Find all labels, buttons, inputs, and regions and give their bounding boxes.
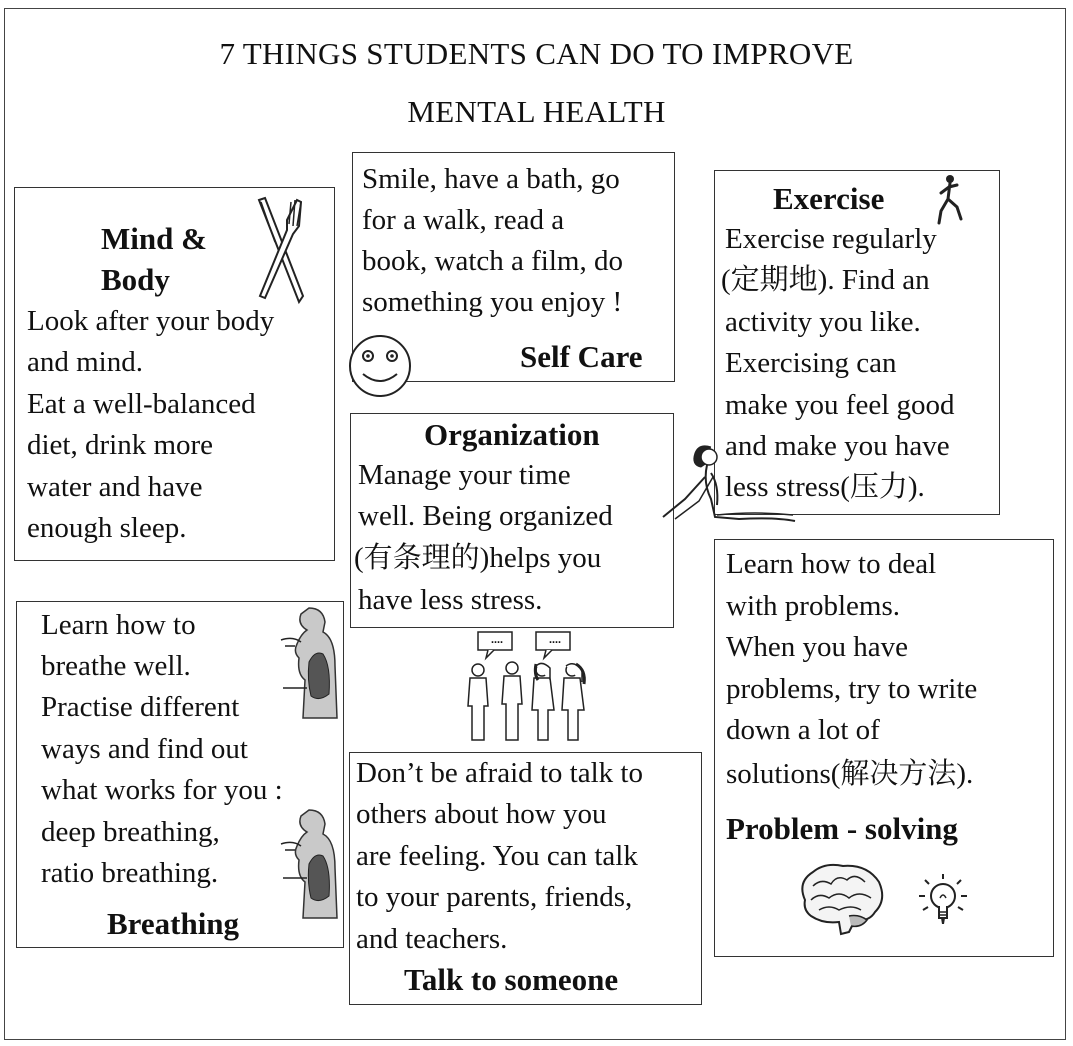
organization-line: (有条理的)helps you (354, 542, 602, 574)
organization-line: well. Being organized (358, 500, 613, 532)
organization-line: Manage your time (358, 459, 571, 491)
breathing-line: what works for you : (41, 774, 283, 806)
talk-line: to your parents, friends, (356, 881, 633, 913)
mind-body-line: enough sleep. (27, 512, 187, 544)
people-talking-icon (458, 630, 598, 746)
brain-icon (795, 860, 885, 938)
mind-body-box (14, 187, 335, 561)
problem-solving-box (714, 539, 1054, 957)
breathing-heading: Breathing (107, 906, 240, 941)
mind-body-line: diet, drink more (27, 429, 214, 461)
problem-line: solutions(解决方法). (726, 758, 974, 790)
exercise-line: (定期地). Find an (721, 264, 930, 296)
mind-body-heading-1: Mind & (101, 221, 207, 256)
breathing-line: Practise different (41, 691, 240, 723)
problem-line: with problems. (726, 590, 900, 622)
stretching-girl-icon (655, 437, 800, 529)
page-title-line-1: 7 THINGS STUDENTS CAN DO TO IMPROVE (219, 36, 854, 71)
exercise-line: less stress(压力). (725, 471, 925, 503)
mind-body-line: Look after your body (27, 305, 275, 337)
problem-heading: Problem - solving (726, 811, 958, 846)
talk-line: others about how you (356, 798, 607, 830)
exercise-line: make you feel good (725, 389, 955, 421)
smiley-face-icon (343, 334, 417, 398)
problem-line: down a lot of (726, 714, 880, 746)
lungs-diagram-icon (279, 808, 341, 920)
self-care-heading: Self Care (520, 339, 643, 374)
fork-knife-icon (251, 196, 313, 306)
organization-heading: Organization (424, 417, 600, 452)
mind-body-heading-2: Body (101, 262, 170, 297)
self-care-line: book, watch a film, do (362, 245, 623, 277)
lungs-diagram-icon (279, 606, 341, 720)
exercise-line: Exercising can (725, 347, 897, 379)
light-bulb-icon (911, 870, 975, 934)
breathing-box (16, 601, 344, 948)
runner-icon (935, 173, 969, 227)
exercise-line: activity you like. (725, 306, 921, 338)
exercise-line: Exercise regularly (725, 223, 937, 255)
breathing-line: ways and find out (41, 733, 248, 765)
talk-line: Don’t be afraid to talk to (356, 757, 643, 789)
speech-bubble-2: .... (549, 632, 561, 646)
speech-bubble-1: .... (491, 632, 503, 646)
breathing-line: ratio breathing. (41, 857, 219, 889)
self-care-line: for a walk, read a (362, 204, 565, 236)
self-care-line: something you enjoy ! (362, 286, 623, 318)
talk-box (349, 752, 702, 1005)
problem-line: Learn how to deal (726, 548, 937, 580)
breathing-line: breathe well. (41, 650, 191, 682)
self-care-line: Smile, have a bath, go (362, 163, 620, 195)
talk-line: and teachers. (356, 923, 508, 955)
organization-box (350, 413, 674, 628)
mind-body-line: water and have (27, 471, 203, 503)
problem-line: problems, try to write (726, 673, 978, 705)
organization-line: have less stress. (358, 584, 543, 616)
talk-line: are feeling. You can talk (356, 840, 638, 872)
mind-body-line: and mind. (27, 346, 143, 378)
breathing-line: deep breathing, (41, 816, 220, 848)
exercise-line: and make you have (725, 430, 950, 462)
mind-body-line: Eat a well-balanced (27, 388, 256, 420)
exercise-heading: Exercise (773, 181, 885, 216)
page-title-line-2: MENTAL HEALTH (407, 94, 666, 129)
problem-line: When you have (726, 631, 908, 663)
talk-heading: Talk to someone (404, 962, 619, 997)
breathing-line: Learn how to (41, 609, 196, 641)
